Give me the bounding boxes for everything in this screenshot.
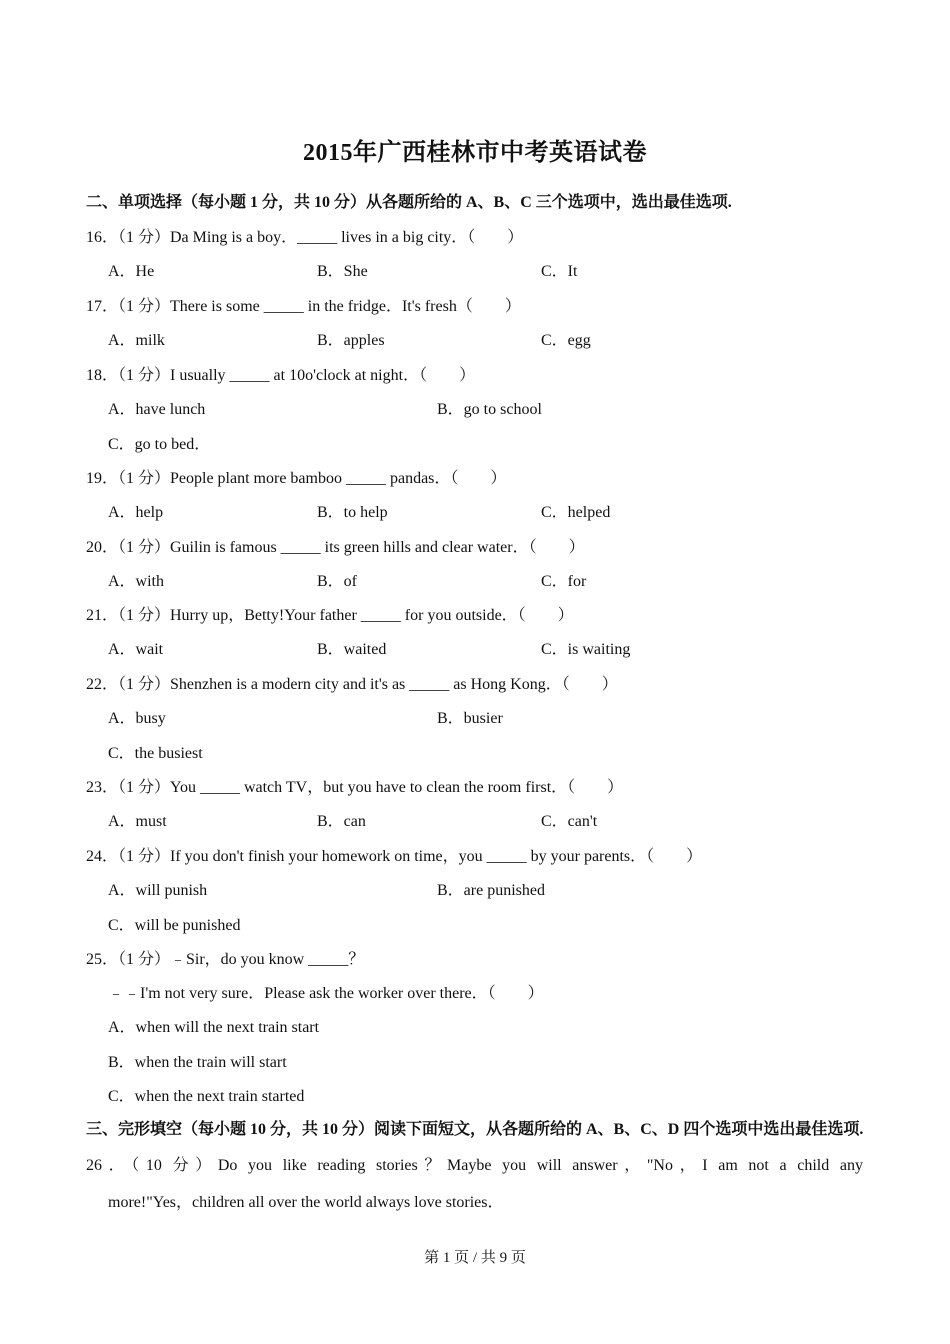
- question-16-option-c: C．It: [541, 263, 578, 280]
- question-24: 24．（1 分）If you don't finish your homework on time，you _____ by your parents．（ ）: [86, 848, 703, 865]
- page-footer: 第 1 页 / 共 9 页: [424, 1250, 526, 1266]
- question-21: 21．（1 分）Hurry up，Betty!Your father _____ for you outside．（ ）: [86, 607, 574, 624]
- question-20-option-a: A．with: [108, 573, 165, 590]
- question-20-option-b: B．of: [317, 573, 358, 590]
- section-heading-cloze: 三、完形填空（每小题 10 分，共 10 分）阅读下面短文，从各题所给的 A、B、C、D 四个选项中选出最佳选项.: [86, 1121, 864, 1138]
- question-25-option-a: A．when will the next train start: [108, 1019, 320, 1036]
- question-24-option-a: A．will punish: [108, 882, 208, 899]
- question-25-dialogue: ﹣﹣I'm not very sure．Please ask the worker over there．（ ）: [108, 985, 544, 1002]
- question-16-option-a: A．He: [108, 263, 155, 280]
- question-25-option-b: B．when the train will start: [108, 1054, 287, 1071]
- question-23-option-c: C．can't: [541, 813, 598, 830]
- question-19-option-c: C．helped: [541, 504, 611, 521]
- page-title: 2015年广西桂林市中考英语试卷: [303, 140, 647, 166]
- question-16-option-b: B．She: [317, 263, 368, 280]
- question-17-option-c: C．egg: [541, 332, 591, 349]
- question-22-option-c: C．the busiest: [108, 745, 203, 762]
- question-22-option-a: A．busy: [108, 710, 166, 727]
- question-22-option-b: B．busier: [437, 710, 503, 727]
- question-18-option-c: C．go to bed．: [108, 436, 211, 453]
- question-25-option-c: C．when the next train started: [108, 1088, 305, 1105]
- question-16: 16．（1 分）Da Ming is a boy．_____ lives in a big city．（ ）: [86, 229, 524, 246]
- question-24-option-c: C．will be punished: [108, 917, 241, 934]
- question-24-option-b: B．are punished: [437, 882, 545, 899]
- section-heading-single-choice: 二、单项选择（每小题 1 分，共 10 分）从各题所给的 A、B、C 三个选项中，选出最佳选项.: [86, 194, 732, 211]
- question-26-line-1: 26．（10 分）Do you like reading stories？Maybe you will answer，"No，I am not a child any: [86, 1157, 863, 1174]
- question-17-option-a: A．milk: [108, 332, 165, 349]
- question-19-option-b: B．to help: [317, 504, 388, 521]
- question-23-option-b: B．can: [317, 813, 366, 830]
- question-18-option-b: B．go to school: [437, 401, 542, 418]
- question-17: 17．（1 分）There is some _____ in the fridge．It's fresh（ ）: [86, 298, 521, 315]
- question-21-option-c: C．is waiting: [541, 641, 631, 658]
- question-18: 18．（1 分）I usually _____ at 10o'clock at night．（ ）: [86, 367, 476, 384]
- question-21-option-a: A．wait: [108, 641, 164, 658]
- question-21-option-b: B．waited: [317, 641, 387, 658]
- question-17-option-b: B．apples: [317, 332, 385, 349]
- question-18-option-a: A．have lunch: [108, 401, 206, 418]
- question-20: 20．（1 分）Guilin is famous _____ its green hills and clear water．（ ）: [86, 539, 585, 556]
- question-26-line-2: more!"Yes，children all over the world always love stories．: [108, 1194, 504, 1211]
- question-23-option-a: A．must: [108, 813, 167, 830]
- question-20-option-c: C．for: [541, 573, 587, 590]
- question-23: 23．（1 分）You _____ watch TV，but you have to clean the room first．（ ）: [86, 779, 624, 796]
- question-19-option-a: A．help: [108, 504, 164, 521]
- question-22: 22．（1 分）Shenzhen is a modern city and it's as _____ as Hong Kong．（ ）: [86, 676, 618, 693]
- question-25: 25．（1 分）﹣Sir，do you know _____？: [86, 951, 365, 968]
- question-19: 19．（1 分）People plant more bamboo _____ pandas．（ ）: [86, 470, 507, 487]
